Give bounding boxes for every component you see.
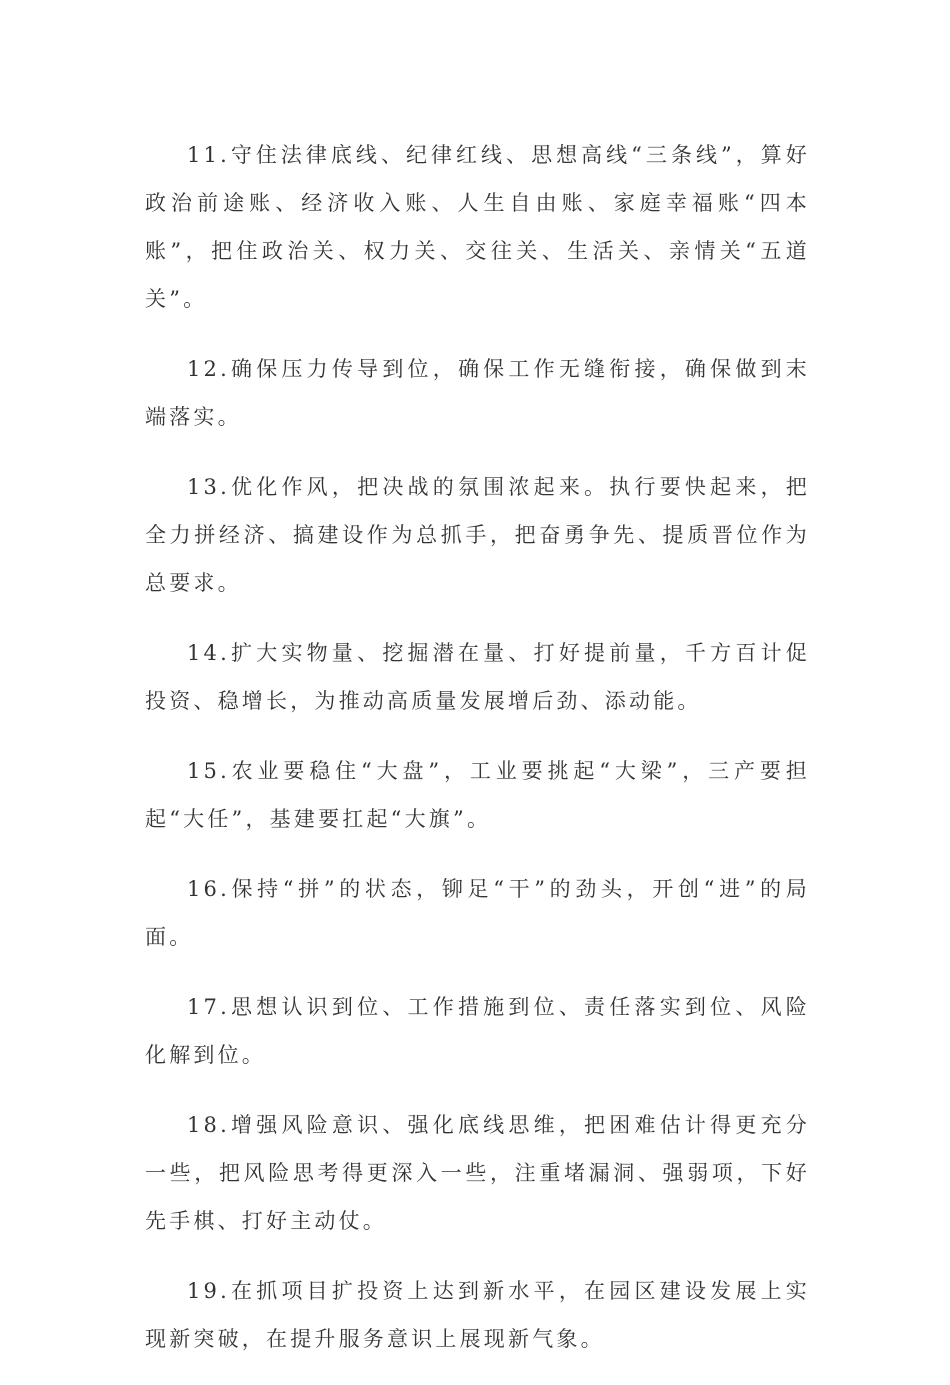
paragraph-16: 16.保持“拼”的状态，铆足“干”的劲头，开创“进”的局面。 bbox=[145, 877, 810, 949]
paragraph-17: 17.思想认识到位、工作措施到位、责任落实到位、风险化解到位。 bbox=[145, 995, 810, 1067]
paragraph-14: 14.扩大实物量、挖掘潜在量、打好提前量，千方百计促投资、稳增长，为推动高质量发展增后劲、添动能。 bbox=[145, 641, 810, 713]
paragraph-19: 19.在抓项目扩投资上达到新水平，在园区建设发展上实现新突破，在提升服务意识上展现新气象。 bbox=[145, 1279, 810, 1351]
paragraph-15: 15.农业要稳住“大盘”，工业要挑起“大梁”，三产要担起“大任”，基建要扛起“大旗”。 bbox=[145, 759, 810, 831]
paragraph-13: 13.优化作风，把决战的氛围浓起来。执行要快起来，把全力拼经济、搞建设作为总抓手，把奋勇争先、提质晋位作为总要求。 bbox=[145, 475, 810, 595]
paragraph-11: 11.守住法律底线、纪律红线、思想高线“三条线”，算好政治前途账、经济收入账、人生自由账、家庭幸福账“四本账”，把住政治关、权力关、交往关、生活关、亲情关“五道关”。 bbox=[145, 143, 810, 311]
paragraph-12: 12.确保压力传导到位，确保工作无缝衔接，确保做到末端落实。 bbox=[145, 357, 810, 429]
paragraph-18: 18.增强风险意识、强化底线思维，把困难估计得更充分一些，把风险思考得更深入一些，注重堵漏洞、强弱项，下好先手棋、打好主动仗。 bbox=[145, 1113, 810, 1233]
document-body bbox=[145, 131, 810, 1385]
